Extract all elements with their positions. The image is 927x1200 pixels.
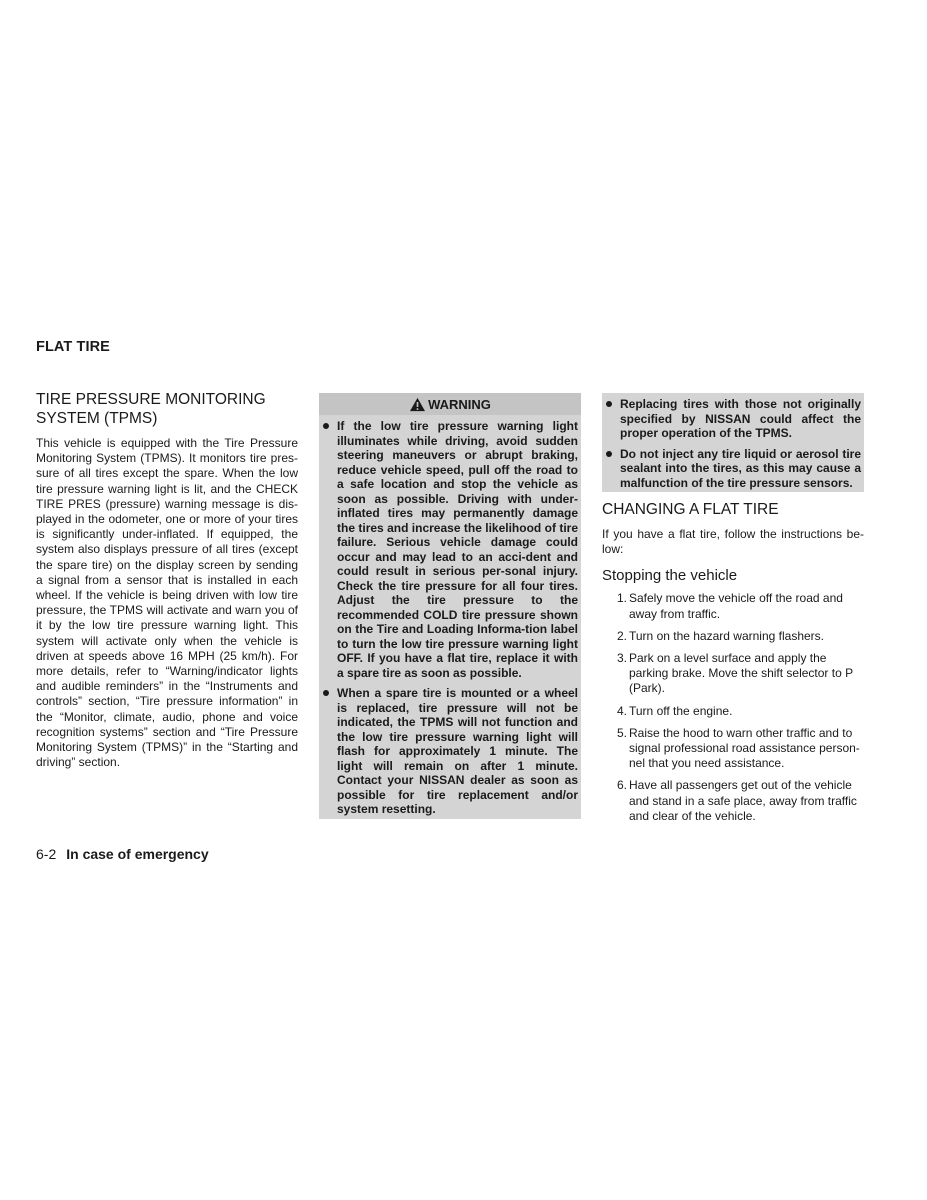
bullet-icon	[323, 690, 329, 696]
bullet-icon	[323, 423, 329, 429]
step-text: Turn off the engine.	[629, 703, 733, 718]
subsection-title-stopping: Stopping the vehicle	[602, 567, 738, 585]
section-title-changing: CHANGING A FLAT TIRE	[602, 501, 779, 518]
step-text: Have all passengers get out of the vehicle and stand in a safe place, away from traffic and clear of the vehicle.	[629, 778, 857, 823]
step-number: 2.	[616, 628, 627, 643]
warning-header	[319, 393, 581, 415]
tpms-body-text: This vehicle is equipped with the Tire Pressure Monitoring System (TPMS). It monitors tire pres-sure of all tires except the spare. When the low tire pressure warning light is lit, and the CHECK TIRE PRES (pressure) warning message is dis-played in the odometer, one or more of your tires is significantly under-inflated. If equipped, the system also displays pressure of all tires (except the spare tire) on the display screen by sending a signal from a sensor that is installed in each wheel. If the vehicle is being driven with low tire pressure, the TPMS will activate and warn you of it by the low tire pressure warning light. This system will activate only when the vehicle is driven at speeds above 16 MPH (25 km/h). For more details, refer to “Warning/indicator lights and audible reminders” in the “Instruments and controls” section, “Tire pressure information” in the “Monitor, climate, audio, phone and voice recognition systems” section and “Tire Pressure Monitoring System (TPMS)” in the “Starting and driving” section.	[36, 436, 298, 770]
step-item	[602, 591, 864, 621]
step-text: Safely move the vehicle off the road and away from traffic.	[629, 591, 843, 621]
bullet-icon	[606, 451, 612, 457]
step-item	[602, 651, 864, 697]
warning-list-continued	[602, 393, 864, 492]
warning-label: WARNING	[428, 396, 491, 412]
warning-item	[323, 686, 578, 817]
warning-item-text: Replacing tires with those not originally specified by NISSAN could affect the proper operation of the TPMS.	[620, 397, 861, 440]
warning-item	[606, 397, 861, 441]
step-number: 5.	[616, 725, 627, 740]
warning-item-text: When a spare tire is mounted or a wheel is replaced, tire pressure will not be indicated, the TPMS will not function and the low tire pressure warning light will flash for approximately 1 minute. The light will remain on after 1 minute. Contact your NISSAN dealer as soon as possible for tire replacement and/or system resetting.	[337, 686, 578, 816]
warning-item-text: If the low tire pressure warning light illuminates while driving, avoid sudden steering maneuvers or abrupt braking, reduce vehicle speed, pull off the road to a safe location and stop the vehicle as soon as possible. Driving with under-inflated tires may permanently damage the tires and increase the likelihood of tire failure. Serious vehicle damage could occur and may lead to an acci-dent and could result in serious per-sonal injury. Check the tire pressure for all four tires. Adjust the tire pressure to the recommended COLD tire pressure shown on the Tire and Loading Informa-tion label to turn the low tire pressure warning light OFF. If you have a flat tire, replace it with a spare tire as soon as possible.	[337, 419, 578, 680]
warning-triangle-icon	[409, 397, 426, 412]
column-tpms	[36, 390, 298, 770]
column-warning	[319, 393, 581, 819]
changing-intro: If you have a flat tire, follow the instructions be-low:	[602, 527, 864, 557]
step-text: Park on a level surface and apply the parking brake. Move the shift selector to P (Park).	[629, 651, 853, 696]
page-footer	[36, 846, 209, 862]
section-title-tpms: TIRE PRESSURE MONITORING SYSTEM (TPMS)	[36, 391, 266, 427]
step-text: Raise the hood to warn other traffic and to signal professional road assistance person-nel that you need assistance.	[629, 725, 860, 771]
warning-list	[319, 415, 581, 819]
step-item	[602, 726, 864, 772]
bullet-icon	[606, 401, 612, 407]
page-number: 6-2	[36, 846, 57, 862]
warning-item-text: Do not inject any tire liquid or aerosol tire sealant into the tires, as this may cause a malfunction of the tire pressure sensors.	[620, 446, 861, 490]
step-number: 6.	[616, 778, 627, 793]
steps-list	[602, 591, 864, 824]
chapter-title: In case of emergency	[66, 846, 209, 862]
column-changing	[602, 393, 864, 831]
step-item	[602, 629, 864, 644]
step-number: 1.	[616, 591, 627, 606]
warning-item	[323, 419, 578, 680]
step-item	[602, 778, 864, 824]
warning-box	[319, 393, 581, 819]
warning-item	[606, 447, 861, 491]
page-heading: FLAT TIRE	[36, 339, 110, 355]
warning-box-continued	[602, 393, 864, 492]
step-number: 3.	[616, 651, 627, 666]
step-number: 4.	[616, 703, 627, 718]
step-item	[602, 704, 864, 719]
step-text: Turn on the hazard warning flashers.	[629, 628, 824, 643]
